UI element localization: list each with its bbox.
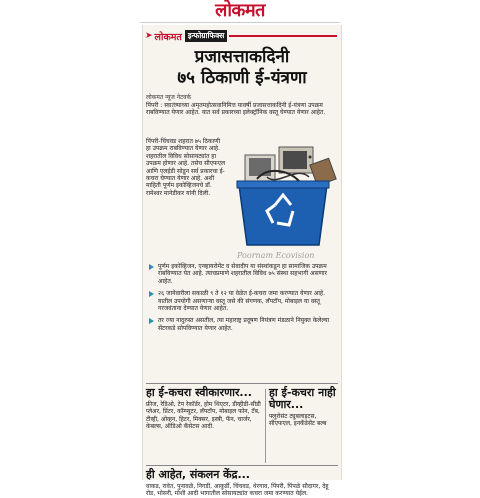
- rejected-waste-section: [269, 387, 339, 428]
- collection-centers-section: [146, 469, 338, 498]
- arrow-icon: ➤: [145, 31, 153, 41]
- rejected-heading: हा ई-कचरा नाही घेणार...: [269, 386, 336, 411]
- section-divider: [146, 465, 338, 466]
- bullet-item: तर ज्या नादुरुस्त असतील, त्या महाराष्ट्र प्रदूषण नियंत्रण मंडळाने नियुक्त केलेल्या सेंटरकडे सोपविण्यात येणार आहेत.: [149, 317, 337, 332]
- section-divider: [146, 383, 338, 384]
- rejected-items: फ्लुरोसंट ट्युबलाइटस, सीएफएल, इनकँडेसेंट बल्ब: [269, 413, 327, 428]
- section-tagline: [145, 29, 337, 43]
- centers-items: वाकड, रावेत, पुनावळे, निगडी, आकुर्डी, चिंचवड, थेरगाव, पिंपरी, पिंपळे सौदागर, देहू रोड, भोसरी, मोशी आदी भागातील सोसायट्यांत कचरा जमा करण्यात येईल.: [146, 483, 329, 498]
- lead-paragraph-continued: पिंपरी-चिंचवड शहरात ७५ ठिकाणी हा उपक्रम राबविण्यात येणार आहे. शहरातील विविध सोसायट्यांत हा उपक्रम होणार आहे. तसेच सीएफएल आणि एलईडी सोडून सर्व प्रकारचा ई-कचरा घेण्यात येणार आहे. अशी माहिती पूर्णम इकोव्हिजनचे डॉ. रामेश्वर मानेडीकर यांनी दिली.: [146, 138, 226, 197]
- lead-paragraph: पिंपरी : स्वातंत्र्याच्या अमृतमहोत्सवानिमित्त यावर्षी प्रजासत्ताकदिनी ई-यंत्रणा उपक्रम राबविण्यात येणार आहेत. यात सर्व प्रकारच्या इलेक्ट्रॉनिक वस्तू घेण्यात येणार आहेत.: [146, 102, 326, 117]
- bullet-list: [149, 263, 337, 337]
- tagline-rule: [229, 35, 337, 37]
- centers-heading: ही आहेत, संकलन केंद्र...: [146, 468, 250, 481]
- monitor-screen: [249, 158, 271, 176]
- triangle-bullet-icon: [149, 291, 154, 297]
- bullet-item: पूर्णम इकोव्हिजन, एन्व्हायरोमेंट व सेवादीप या संस्थांकडून हा सामाजिक उपक्रम राबविण्यात येत आहे. त्याचप्रमाणे शहरातील विविध ७५ संस्था सहभागी असणार आहेत.: [149, 263, 337, 285]
- byline: लोकमत न्यूज नेटवर्क: [146, 94, 192, 101]
- bullet-item: २६ जानेवारीला सकाळी ९ ते १२ या वेळेत ई-कचरा जमा करण्यात येणार आहे. यातील उपयोगी असणाऱ्या वस्तू जसे की संगणक, लॅपटॉप, मोबाइल या वस्तू गरजवंताना देण्यात येणार आहेत.: [149, 290, 337, 312]
- infographics-label: इन्फोग्राफिक्स: [185, 30, 227, 42]
- accepted-waste-section: [146, 387, 264, 431]
- accepted-heading: हा ई-कचरा स्वीकारणार...: [146, 386, 252, 399]
- newspaper-masthead: [0, 0, 480, 22]
- watermark-text: Poornam Ecovision: [237, 251, 315, 260]
- masthead-divider: [140, 22, 340, 23]
- masthead-title: लोकमत: [215, 0, 265, 21]
- tagline-brand: लोकमत: [154, 31, 182, 43]
- headline-line-1: प्रजासत्ताकदिनी: [194, 47, 290, 67]
- accepted-items: फ्रीज, रेडिओ, टेप रेकॉर्डर, होम थिएटर, डीव्हीडी-सीडी प्लेअर, प्रिंटर, कॉम्प्युटर, लॅपटॉप, मोबाइल फोन, टॅब, टीव्ही, ओव्हन, हिटर, मिक्सर, इस्त्री, फॅन, चार्जर, केबल्स, ऑडिओ कॅसेटस आदी.: [146, 401, 261, 431]
- column-divider: [265, 389, 266, 463]
- triangle-bullet-icon: [149, 318, 154, 324]
- ewaste-bin-illustration: [227, 137, 339, 249]
- triangle-bullet-icon: [149, 264, 154, 270]
- news-clipping: [142, 25, 342, 498]
- headline-line-2: ७५ ठिकाणी ई-यंत्रणा: [177, 68, 307, 88]
- tv-screen: [283, 151, 307, 169]
